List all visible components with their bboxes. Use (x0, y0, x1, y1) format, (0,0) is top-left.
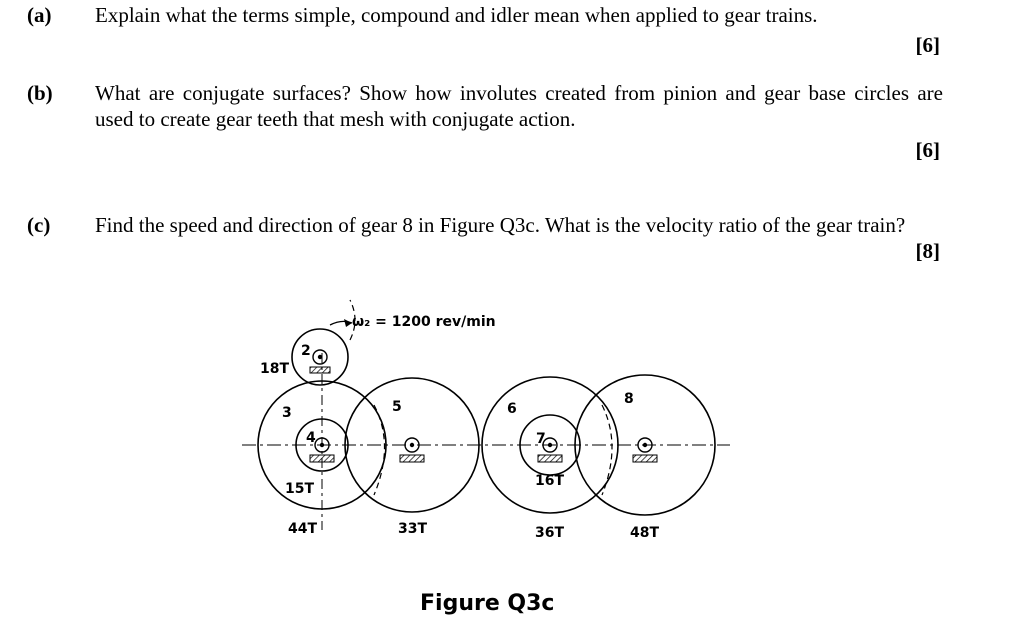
rotation-arrowhead (344, 319, 352, 327)
gear-number-3: 3 (282, 405, 292, 421)
gear-number-2: 2 (301, 343, 311, 359)
pitch-arc-3-5 (374, 405, 385, 495)
question-c-marks: [8] (915, 239, 940, 263)
gear-number-4: 4 (306, 430, 316, 446)
tooth-count-gear-8: 48T (630, 525, 660, 541)
question-a-text: Explain what the terms simple, compound and idler mean when applied to gear trains. (95, 3, 818, 27)
tooth-count-gear-6: 36T (535, 525, 565, 541)
figure-caption: Figure Q3c (420, 591, 555, 616)
tooth-count-gear-2: 18T (260, 361, 290, 377)
question-a-label: (a) (27, 3, 52, 27)
bearing-gear-2 (310, 350, 330, 373)
speed-label: ω₂ = 1200 rev/min (352, 314, 496, 330)
question-b-label: (b) (27, 81, 53, 105)
bearing-gear-8 (633, 438, 657, 462)
question-a-marks: [6] (915, 33, 940, 57)
tooth-count-gear-3: 44T (288, 521, 318, 537)
gear-number-7: 7 (536, 431, 546, 447)
question-c-text: Find the speed and direction of gear 8 in Figure Q3c. What is the velocity ratio of the gear train? (95, 213, 906, 237)
tooth-count-gear-7: 16T (535, 473, 565, 489)
gear-train-figure (230, 295, 770, 565)
question-b-marks: [6] (915, 138, 940, 162)
gear-number-8: 8 (624, 391, 634, 407)
tooth-count-gear-4: 15T (285, 481, 315, 497)
gear-number-5: 5 (392, 399, 402, 415)
question-b-text: What are conjugate surfaces? Show how involutes created from pinion and gear base circles are used to create gear teeth that mesh with conjugate action. (95, 81, 943, 131)
question-c-label: (c) (27, 213, 51, 237)
gear-number-6: 6 (507, 401, 517, 417)
bearing-gear-5 (400, 438, 424, 462)
tooth-count-gear-5: 33T (398, 521, 428, 537)
